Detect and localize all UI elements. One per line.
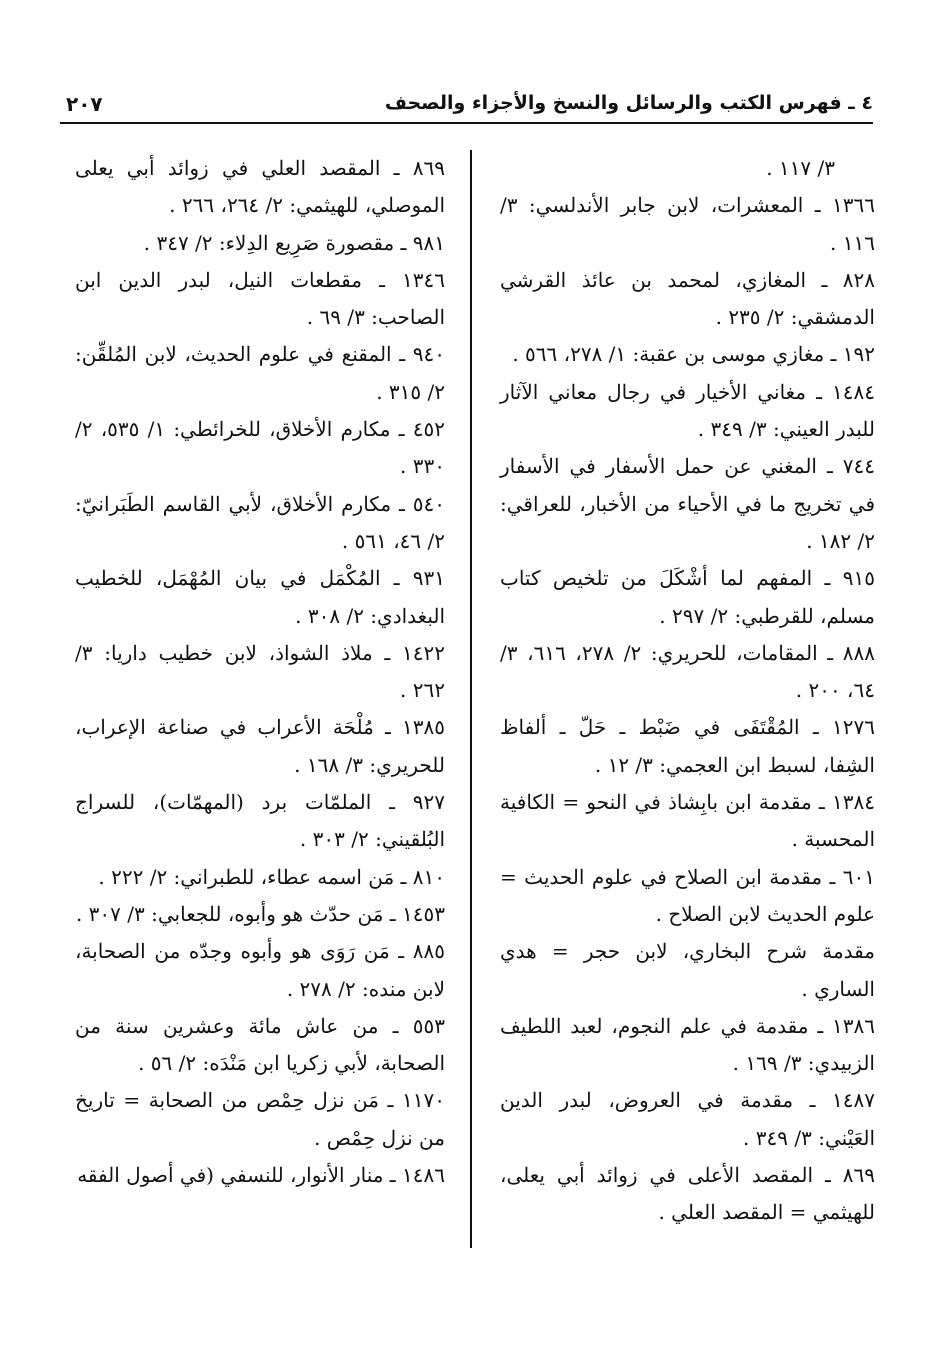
index-entry: ٧٤٤ ـ المغني عن حمل الأسفار في الأسفار في تخريج ما في الأحياء من الأخبار، للعراقي: ٢/ ١٨٢ . xyxy=(500,454,875,553)
page-header xyxy=(60,92,873,124)
left-column xyxy=(75,150,445,1194)
index-entry: ١٣٨٥ ـ مُلْحَة الأعراب في صناعة الإعراب، للحريري: ٣/ ١٦٨ . xyxy=(75,715,445,777)
index-entry: ١٤٢٢ ـ ملاذ الشواذ، لابن خطيب داريا: ٣/ ٢٦٢ . xyxy=(75,640,445,703)
index-entry: ٤٥٢ ـ مكارم الأخلاق، للخرائطي: ١/ ٥٣٥، ٢/ ٣٣٠ . xyxy=(75,417,445,479)
index-entry: ٣/ ١١٧ . xyxy=(766,156,835,180)
index-entry: ١٤٨٧ ـ مقدمة في العروض، لبدر الدين العَيْني: ٣/ ٣٤٩ . xyxy=(500,1088,875,1150)
index-entry: ٦٠١ ـ مقدمة ابن الصلاح في علوم الحديث = علوم الحديث لابن الصلاح . xyxy=(500,864,875,926)
index-entry: ١١٧٠ ـ مَن نزل حِمْص من الصحابة = تاريخ من نزل حِمْص . xyxy=(75,1088,445,1150)
column-divider xyxy=(470,150,472,1248)
index-entry: ٨٨٨ ـ المقامات، للحريري: ٢/ ٢٧٨، ٦١٦، ٣/ ٦٤، ٢٠٠ . xyxy=(500,640,875,703)
index-entry: ١٢٧٦ ـ المُقْتَفَى في ضَبْط ـ حَلّ ـ ألفاظ الشِفا، لسبط ابن العجمي: ٣/ ١٢ . xyxy=(500,715,875,777)
index-entry: ١٣٦٦ ـ المعشرات، لابن جابر الأندلسي: ٣/ ١١٦ . xyxy=(500,193,875,255)
index-entry: ٩٤٠ ـ المقنع في علوم الحديث، لابن المُلقِّن: ٢/ ٣١٥ . xyxy=(75,342,445,404)
index-entry: ٥٥٣ ـ من عاش مائة وعشرين سنة من الصحابة، لأبي زكريا ابن مَنْدَه: ٢/ ٥٦ . xyxy=(75,1013,445,1076)
index-entry: ١٤٥٣ ـ مَن حدّث هو وأبوه، للجعابي: ٣/ ٣٠٧ . xyxy=(75,901,445,926)
index-entry: ١٣٨٦ ـ مقدمة في علم النجوم، لعبد اللطيف الزبيدي: ٣/ ١٦٩ . xyxy=(500,1013,875,1076)
index-entry: ٩١٥ ـ المفهم لما أشْكَلَ من تلخيص كتاب مسلم، للقرطبي: ٢/ ٢٩٧ . xyxy=(500,566,875,628)
index-entry: ٨٨٥ ـ مَن رَوَى هو وأبوه وجدّه من الصحابة، لابن منده: ٢/ ٢٧٨ . xyxy=(75,939,445,1001)
index-entry: ١٣٨٤ ـ مقدمة ابن بابِشاذ في النحو = الكافية المحسبة . xyxy=(500,790,875,852)
index-entry: ٩٣١ ـ المُكْمَل في بيان المُهْمَل، للخطيب البغدادي: ٢/ ٣٠٨ . xyxy=(75,566,445,628)
page-number: ٢٠٧ xyxy=(66,92,103,116)
index-entry: ٩٨١ ـ مقصورة صَرِيع الدِلاء: ٢/ ٣٤٧ . xyxy=(143,230,445,255)
index-entry: ١٣٤٦ ـ مقطعات النيل، لبدر الدين ابن الصاحب: ٣/ ٦٩ . xyxy=(75,267,445,330)
index-entry: ٨٢٨ ـ المغازي، لمحمد بن عائذ القرشي الدمشقي: ٢/ ٢٣٥ . xyxy=(500,267,875,330)
running-title: ٤ ـ فهرس الكتب والرسائل والنسخ والأجزاء والصحف xyxy=(384,92,873,114)
index-entry: ٨١٠ ـ مَن اسمه عطاء، للطبراني: ٢/ ٢٢٢ . xyxy=(98,864,445,889)
index-entry: ١٤٨٦ ـ منار الأنوار، للنسفي (في أصول الفقه xyxy=(77,1163,445,1188)
index-entry: ٨٦٩ ـ المقصد العلي في زوائد أبي يعلى الموصلي، للهيثمي: ٢/ ٢٦٤، ٢٦٦ . xyxy=(75,156,445,218)
index-entry: ٩٢٧ ـ الملمّات برد (المهمّات)، للسراج البُلقيني: ٢/ ٣٠٣ . xyxy=(75,790,445,852)
right-column xyxy=(500,150,875,1232)
index-entry: ١٩٢ ـ مغازي موسى بن عقبة: ١/ ٢٧٨، ٥٦٦ . xyxy=(512,342,875,367)
index-entry: ٨٦٩ ـ المقصد الأعلى في زوائد أبي يعلى، للهيثمي = المقصد العلي . xyxy=(500,1163,875,1225)
index-entry: ٥٤٠ ـ مكارم الأخلاق، لأبي القاسم الطَبَرانيّ: ٢/ ٤٦، ٥٦١ . xyxy=(75,491,445,553)
index-entry: مقدمة شرح البخاري، لابن حجر = هدي الساري . xyxy=(500,939,875,1001)
index-entry: ١٤٨٤ ـ مغاني الأخيار في رجال معاني الآثار للبدر العيني: ٣/ ٣٤٩ . xyxy=(500,379,875,442)
